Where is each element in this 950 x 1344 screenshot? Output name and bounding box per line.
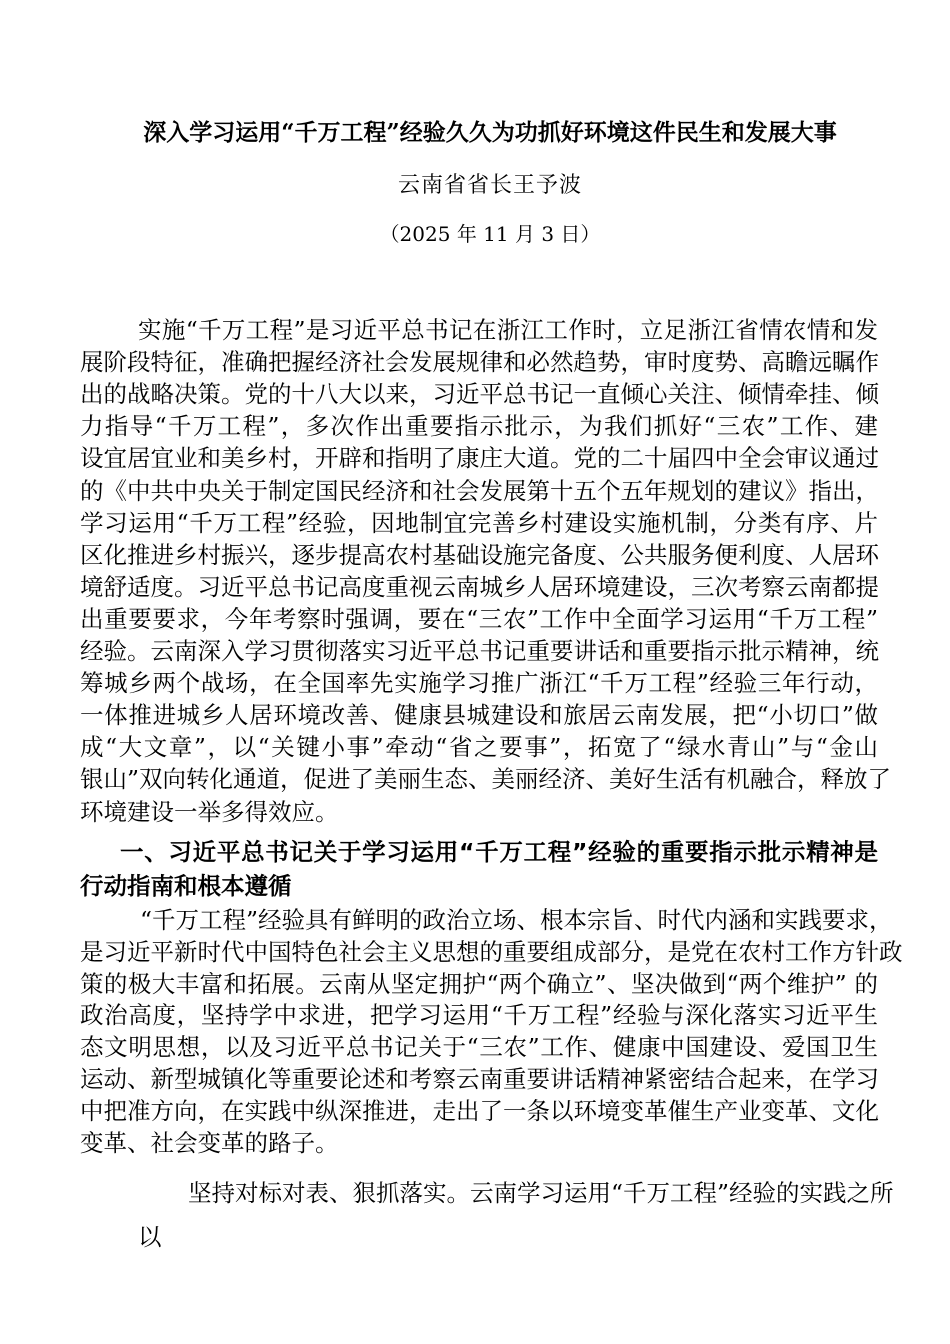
document-title: 深入学习运用“千万工程”经验久久为功抓好环境这件民生和发展大事 bbox=[143, 119, 837, 146]
text-line: 行动指南和根本遵循 bbox=[80, 872, 292, 900]
text-line: 出的战略决策。党的十八大以来，习近平总书记一直倾心关注、倾情牵挂、倾 bbox=[80, 380, 879, 409]
text-line: 成“大文章”，以“关键小事”牵动“省之要事”，拓宽了“绿水青山”与“金山 bbox=[80, 733, 878, 762]
text-line: 境舒适度。习近平总书记高度重视云南城乡人居环境建设，三次考察云南都提 bbox=[80, 572, 879, 601]
text-line: 学习运用“千万工程”经验，因地制宜完善乡村建设实施机制，分类有序、片 bbox=[80, 508, 878, 537]
text-line: 是习近平新时代中国特色社会主义思想的重要组成部分，是党在农村工作方针政 bbox=[80, 937, 903, 966]
text-line: 政治高度，坚持学中求进，把学习运用“千万工程”经验与深化落实习近平生 bbox=[80, 1001, 878, 1030]
text-line: 经验。云南深入学习贯彻落实习近平总书记重要讲话和重要指示批示精神，统 bbox=[80, 637, 879, 665]
text-line: 一体推进城乡人居环境改善、健康县城建设和旅居云南发展，把“小切口”做 bbox=[80, 701, 878, 730]
text-line: 坚持对标对表、狠抓落实。云南学习运用“千万工程”经验的实践之所 bbox=[188, 1179, 894, 1207]
text-line: 态文明思想，以及习近平总书记关于“三农”工作、健康中国建设、爱国卫生 bbox=[80, 1033, 878, 1062]
text-line: 变革、社会变革的路子。 bbox=[80, 1128, 339, 1157]
text-line: 银山”双向转化通道，促进了美丽生态、美丽经济、美好生活有机融合，释放了 bbox=[80, 765, 892, 794]
text-line: 一、习近平总书记关于学习运用“千万工程”经验的重要指示批示精神是 bbox=[120, 838, 878, 866]
text-line: 区化推进乡村振兴，逐步提高农村基础设施完备度、公共服务便利度、人居环 bbox=[80, 540, 879, 569]
text-line: 的《中共中央关于制定国民经济和社会发展第十五个五年规划的建议》指出， bbox=[80, 476, 879, 505]
text-line: “千万工程”经验具有鲜明的政治立场、根本宗旨、时代内涵和实践要求， bbox=[140, 906, 893, 934]
text-line: 出重要要求，今年考察时强调，要在“三农”工作中全面学习运用“千万工程” bbox=[80, 604, 878, 633]
text-line: 展阶段特征，准确把握经济社会发展规律和必然趋势，审时度势、高瞻远瞩作 bbox=[80, 348, 879, 377]
text-line: 环境建设一举多得效应。 bbox=[80, 797, 339, 826]
text-line: 运动、新型城镇化等重要论述和考察云南重要讲话精神紧密结合起来，在学习 bbox=[80, 1065, 879, 1093]
text-line: 筹城乡两个战场，在全国率先实施学习推广浙江“千万工程”经验三年行动， bbox=[80, 669, 878, 698]
document-date: （2025 年 11 月 3 日） bbox=[379, 222, 601, 246]
document-author: 云南省省长王予波 bbox=[397, 173, 582, 198]
text-line: 实施“千万工程”是习近平总书记在浙江工作时，立足浙江省情农情和发 bbox=[138, 316, 878, 344]
text-line: 设宜居宜业和美乡村，开辟和指明了康庄大道。党的二十届四中全会审议通过 bbox=[80, 444, 879, 473]
text-line: 力指导“千万工程”，多次作出重要指示批示，为我们抓好“三农”工作、建 bbox=[80, 412, 878, 441]
text-line: 策的极大丰富和拓展。云南从坚定拥护“两个确立”、坚决做到“两个维护” 的 bbox=[80, 969, 878, 998]
text-line: 以 bbox=[138, 1223, 162, 1251]
text-line: 中把准方向，在实践中纵深推进，走出了一条以环境变革催生产业变革、文化 bbox=[80, 1096, 879, 1125]
